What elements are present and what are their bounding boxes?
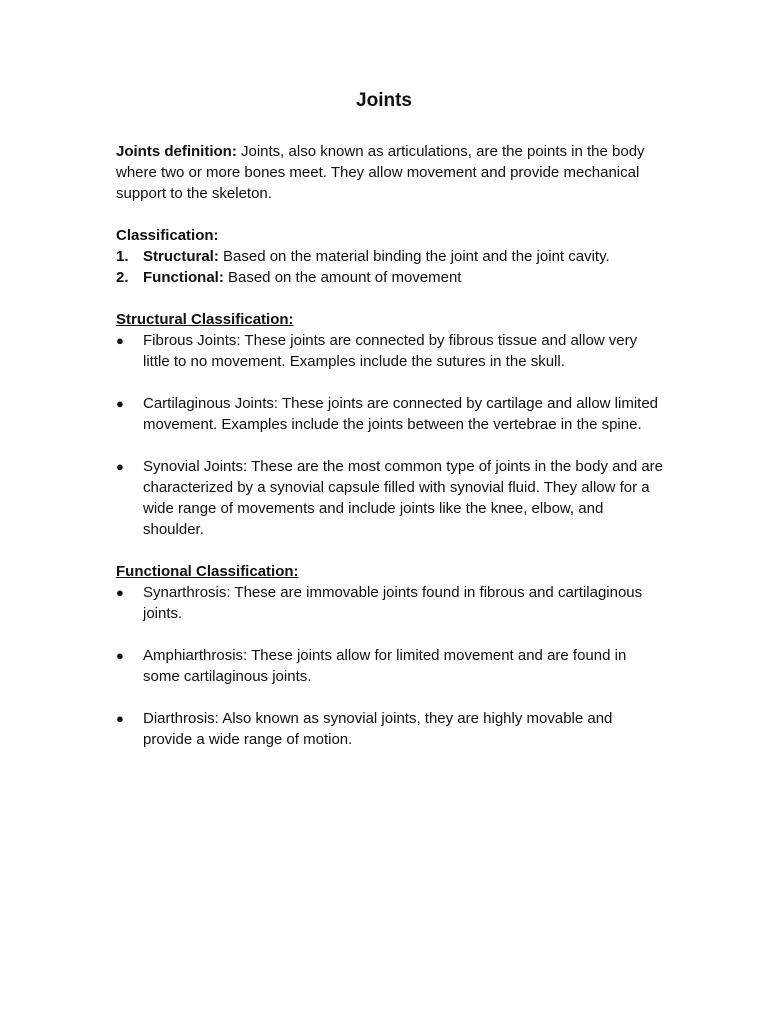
bullet-icon: ● bbox=[116, 711, 124, 726]
bullet-icon: ● bbox=[116, 648, 124, 663]
list-item-fibrous bbox=[116, 330, 664, 372]
classification-item-functional bbox=[116, 267, 664, 288]
functional-list bbox=[116, 582, 664, 750]
spacer bbox=[116, 435, 664, 456]
classification-item-structural bbox=[116, 246, 664, 267]
spacer bbox=[116, 540, 664, 561]
spacer bbox=[116, 687, 664, 708]
classification-heading: Classification: bbox=[116, 227, 219, 244]
list-number: 2. bbox=[116, 269, 129, 286]
list-item-text: Cartilaginous Joints: These joints are connected by cartilage and allow limited movement. Examples include the joints between the vertebrae in the spine. bbox=[143, 395, 659, 433]
classification-text: Based on the amount of movement bbox=[223, 269, 462, 286]
bullet-icon: ● bbox=[116, 585, 124, 600]
spacer bbox=[116, 624, 664, 645]
list-item-text: Fibrous Joints: These joints are connected by fibrous tissue and allow very little to no movement. Examples include the sutures in the skull. bbox=[143, 332, 638, 370]
list-item-text: Diarthrosis: Also known as synovial joints, they are highly movable and provide a wide range of motion. bbox=[143, 710, 613, 748]
document-body bbox=[116, 141, 664, 750]
functional-heading: Functional Classification: bbox=[116, 563, 299, 580]
spacer bbox=[116, 372, 664, 393]
list-item-text: Synovial Joints: These are the most common type of joints in the body and are characterized by a synovial capsule filled with synovial fluid. They allow for a wide range of movements and include joints like the knee, elbow, and shoulder. bbox=[143, 458, 664, 538]
bullet-icon: ● bbox=[116, 459, 124, 474]
document-title: Joints bbox=[356, 90, 412, 111]
list-item-text: Synarthrosis: These are immovable joints found in fibrous and cartilaginous joints. bbox=[143, 584, 643, 622]
structural-list bbox=[116, 330, 664, 540]
list-item-cartilaginous bbox=[116, 393, 664, 435]
classification-list bbox=[116, 246, 664, 288]
list-item-synarthrosis bbox=[116, 582, 664, 624]
classification-label: Functional: bbox=[143, 269, 224, 286]
classification-text: Based on the material binding the joint and the joint cavity. bbox=[218, 248, 610, 265]
list-number: 1. bbox=[116, 248, 129, 265]
bullet-icon: ● bbox=[116, 396, 124, 411]
list-item-synovial bbox=[116, 456, 664, 540]
definition-paragraph bbox=[116, 141, 664, 204]
structural-heading: Structural Classification: bbox=[116, 311, 294, 328]
list-item-amphiarthrosis bbox=[116, 645, 664, 687]
list-item-text: Amphiarthrosis: These joints allow for limited movement and are found in some cartilaginous joints. bbox=[143, 647, 627, 685]
definition-text: Joints, also known as articulations, are the points in the body where two or more bones meet. They allow movement and provide mechanical support to the skeleton. bbox=[116, 143, 645, 202]
bullet-icon: ● bbox=[116, 333, 124, 348]
spacer bbox=[116, 288, 664, 309]
classification-label: Structural: bbox=[143, 248, 219, 265]
list-item-diarthrosis bbox=[116, 708, 664, 750]
definition-label: Joints definition: bbox=[116, 143, 237, 160]
